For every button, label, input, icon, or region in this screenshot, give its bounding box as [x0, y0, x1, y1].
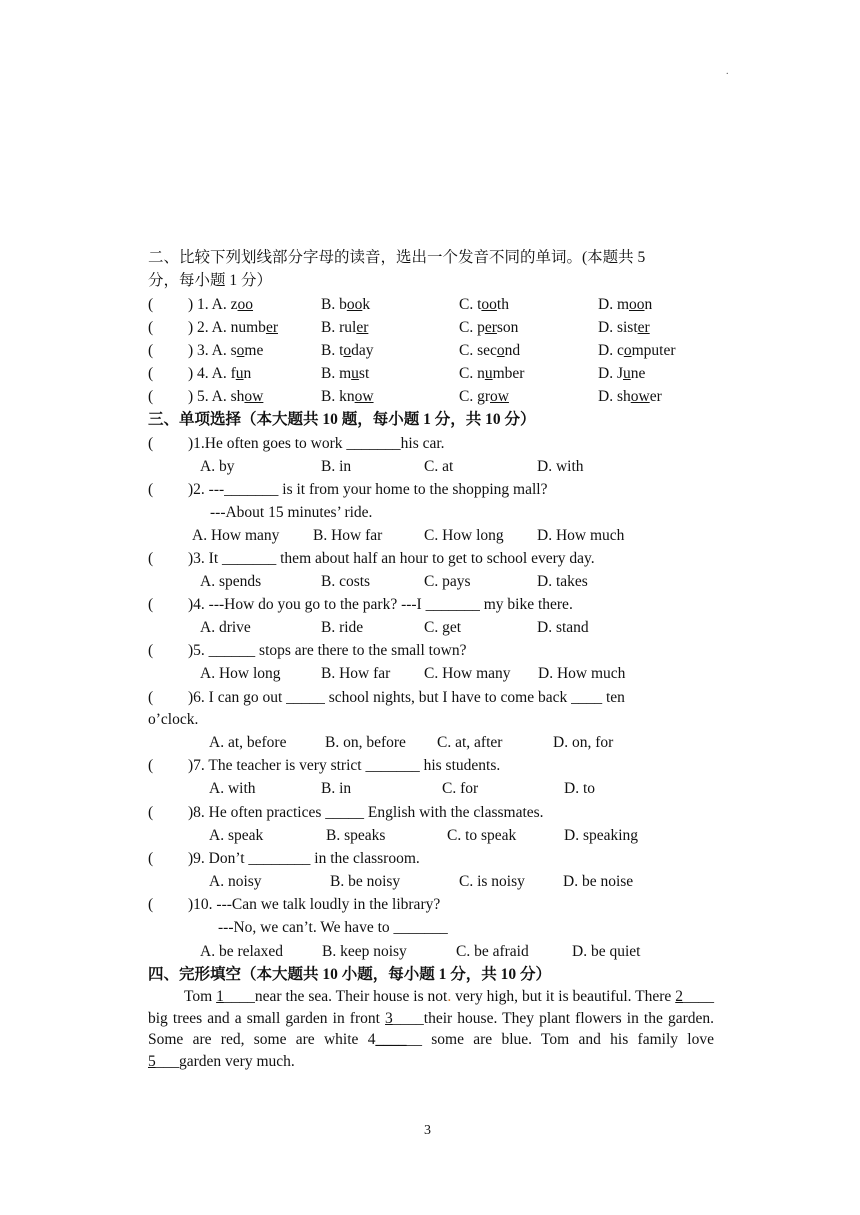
option-d: D. How much [537, 527, 625, 544]
blank-2: 2 [675, 988, 683, 1005]
option-b: B. costs [321, 573, 371, 590]
question-stem: )5. ______ stops are there to the small town? [188, 642, 467, 659]
answer-paren: ( [148, 896, 154, 913]
option-a: ) 2. A. number [188, 319, 278, 336]
option-a: ) 1. A. zoo [188, 296, 254, 313]
option-c: C. How many [424, 665, 511, 682]
option-b: B. must [321, 365, 370, 382]
option-c: C. be afraid [456, 943, 529, 960]
option-c: C. second [459, 342, 521, 359]
answer-paren: ( [148, 757, 154, 774]
option-c: C. at [424, 458, 454, 475]
option-b: B. How far [321, 665, 391, 682]
blank-1: 1 [216, 988, 224, 1005]
option-d: D. stand [537, 619, 589, 636]
page-number: 3 [424, 1123, 431, 1138]
option-a: ) 4. A. fun [188, 365, 252, 382]
answer-paren: ( [148, 388, 154, 405]
option-b: B. know [321, 388, 374, 405]
answer-paren: ( [148, 850, 154, 867]
question-stem-line2: o’clock. [148, 711, 199, 728]
section2-title-line1: 二、比较下列划线部分字母的读音，选出一个发音不同的单词。(本题共 5 [148, 249, 646, 266]
option-d: D. How much [538, 665, 626, 682]
section4-title: 四、完形填空（本大题共 10 小题，每小题 1 分，共 10 分） [148, 966, 552, 983]
answer-paren: ( [148, 689, 154, 706]
question-stem-line2: ---No, we can’t. We have to _______ [218, 919, 448, 936]
option-b: B. book [321, 296, 371, 313]
option-a: A. How long [200, 665, 281, 682]
answer-paren: ( [148, 642, 154, 659]
option-a: A. by [200, 458, 235, 475]
answer-paren: ( [148, 342, 154, 359]
option-d: D. with [537, 458, 584, 475]
question-stem: )3. It _______ them about half an hour to get to school every day. [188, 550, 595, 567]
option-d: D. shower [598, 388, 662, 405]
option-c: C. number [459, 365, 525, 382]
option-b: B. How far [313, 527, 383, 544]
section3-title: 三、单项选择（本大题共 10 题，每小题 1 分，共 10 分） [148, 411, 536, 428]
blank-3: 3 [385, 1009, 393, 1027]
answer-paren: ( [148, 596, 154, 613]
question-stem: )1.He often goes to work _______his car. [188, 435, 445, 452]
option-b: B. keep noisy [322, 943, 407, 960]
option-b: B. ride [321, 619, 364, 636]
option-c: C. is noisy [459, 873, 525, 890]
answer-paren: ( [148, 296, 154, 313]
question-stem-line2: ---About 15 minutes’ ride. [210, 504, 373, 521]
option-d: D. to [564, 780, 595, 797]
option-a: A. spends [200, 573, 262, 590]
option-d: D. be noise [563, 873, 634, 890]
option-c: C. pays [424, 573, 471, 590]
question-stem: )2. ---_______ is it from your home to the shopping mall? [188, 481, 548, 498]
answer-paren: ( [148, 481, 154, 498]
option-d: D. June [598, 365, 646, 382]
blank-4: ____ [375, 1031, 407, 1048]
answer-paren: ( [148, 804, 154, 821]
option-c: C. person [459, 319, 519, 336]
option-c: C. for [442, 780, 479, 797]
option-d: D. computer [598, 342, 676, 359]
question-stem: )4. ---How do you go to the park? ---I _______ my bike there. [188, 596, 573, 613]
option-b: B. ruler [321, 319, 369, 336]
option-d: D. speaking [564, 827, 639, 844]
option-b: B. today [321, 342, 374, 359]
option-b: B. speaks [326, 827, 386, 844]
option-c: C. tooth [459, 296, 509, 313]
answer-paren: ( [148, 365, 154, 382]
page-mark: . [726, 66, 729, 77]
option-d: D. on, for [553, 734, 614, 751]
option-c: C. to speak [447, 827, 517, 844]
answer-paren: ( [148, 435, 154, 452]
cloze-passage: Tom 1____near the sea. Their house is not. very high, but it is beautiful. There 2____ big trees and a small garden in front 3____their house. They plant flowers in the garden. Some are red, some are white 4______ some are blue. Tom and his family love 5___garden very much. [148, 988, 714, 1070]
option-c: C. How long [424, 527, 504, 544]
option-c: C. grow [459, 388, 509, 405]
option-b: B. be noisy [330, 873, 401, 890]
option-d: D. takes [537, 573, 588, 590]
option-a: A. drive [200, 619, 251, 636]
option-d: D. sister [598, 319, 650, 336]
option-a: A. be relaxed [200, 943, 284, 960]
question-stem: )6. I can go out _____ school nights, but I have to come back ____ ten [188, 689, 625, 706]
option-a: A. at, before [209, 734, 287, 751]
option-a: A. with [209, 780, 256, 797]
question-stem: )7. The teacher is very strict _______ his students. [188, 757, 501, 774]
option-d: D. moon [598, 296, 653, 313]
question-stem: )10. ---Can we talk loudly in the library? [188, 896, 441, 913]
option-c: C. at, after [437, 734, 503, 751]
option-a: ) 3. A. some [188, 342, 264, 359]
section2-title-line2: 分，每小题 1 分） [148, 272, 273, 289]
option-a: A. noisy [209, 873, 262, 890]
option-a: A. speak [209, 827, 264, 844]
option-c: C. get [424, 619, 462, 636]
blank-5: 5 [148, 1052, 156, 1070]
option-b: B. in [321, 458, 352, 475]
option-b: B. on, before [325, 734, 406, 751]
answer-paren: ( [148, 319, 154, 336]
option-b: B. in [321, 780, 352, 797]
question-stem: )8. He often practices _____ English with the classmates. [188, 804, 544, 821]
option-a: ) 5. A. show [188, 388, 264, 405]
option-a: A. How many [192, 527, 280, 544]
question-stem: )9. Don’t ________ in the classroom. [188, 850, 420, 867]
answer-paren: ( [148, 550, 154, 567]
option-d: D. be quiet [572, 943, 641, 960]
